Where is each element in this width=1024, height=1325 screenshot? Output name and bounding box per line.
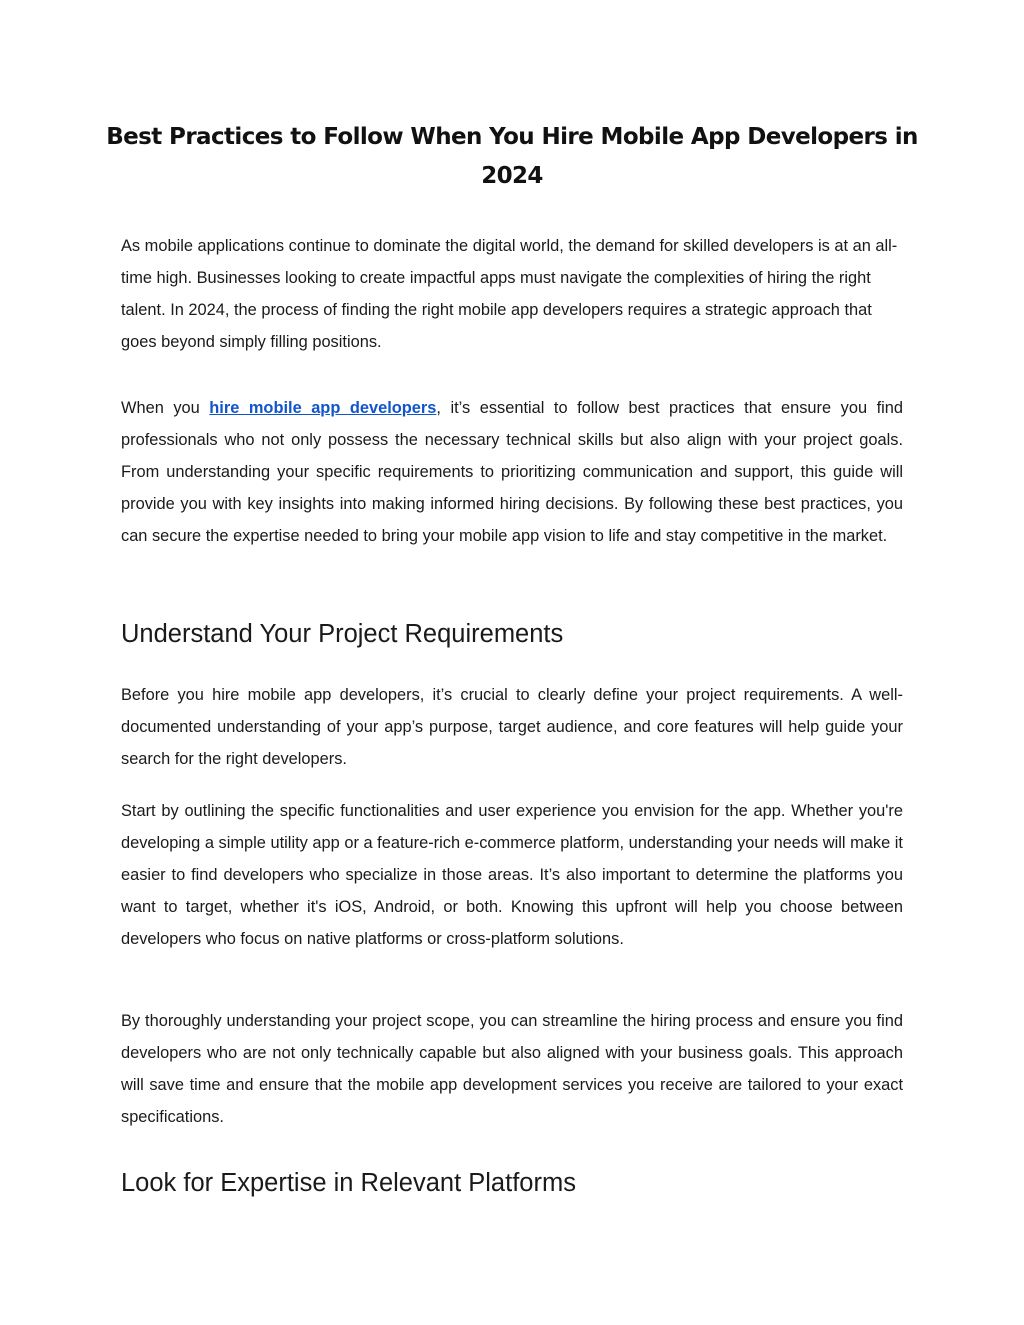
second-paragraph-rest: , it’s essential to follow best practices that ensure you find professionals who not only possess the necessary technical skills but also align with your project goals. From understanding your specific requirements to prioritizing communication and support, this guide will provide you with key insights into making informed hiring decisions. By following these best practices, you can secure the expertise needed to bring your mobile app vision to life and stay competitive in the market. <box>121 399 904 545</box>
section-heading-requirements: Understand Your Project Requirements <box>121 620 564 648</box>
requirements-paragraph-3: By thoroughly understanding your project scope, you can streamline the hiring process and ensure you find developers who are not only technically capable but also aligned with your business goals. This approach will save time and ensure that the mobile app development services you receive are tailored to your exact specifications. <box>121 1012 903 1126</box>
intro-paragraph: As mobile applications continue to dominate the digital world, the demand for skilled developers is at an all-time high. Businesses looking to create impactful apps must navigate the complexities of hiring the right talent. In 2024, the process of finding the right mobile app developers requires a strategic approach that goes beyond simply filling positions. <box>121 237 898 351</box>
document-title: Best Practices to Follow When You Hire Mobile App Developers in 2024 <box>106 124 918 189</box>
second-paragraph <box>121 392 903 552</box>
section-heading-expertise: Look for Expertise in Relevant Platforms <box>121 1169 576 1197</box>
second-paragraph-lead: When you <box>121 399 210 417</box>
requirements-paragraph-2: Start by outlining the specific functionalities and user experience you envision for the app. Whether you're developing a simple utility app or a feature-rich e-commerce platform, understanding your needs will make it easier to find developers who specialize in those areas. It’s also important to determine the platforms you want to target, whether it's iOS, Android, or both. Knowing this upfront will help you choose between developers who focus on native platforms or cross-platform solutions. <box>121 802 903 948</box>
hire-developers-link[interactable]: hire mobile app developers <box>209 399 437 417</box>
requirements-paragraph-1: Before you hire mobile app developers, it’s crucial to clearly define your project requirements. A well-documented understanding of your app’s purpose, target audience, and core features will help guide your search for the right developers. <box>121 686 903 768</box>
